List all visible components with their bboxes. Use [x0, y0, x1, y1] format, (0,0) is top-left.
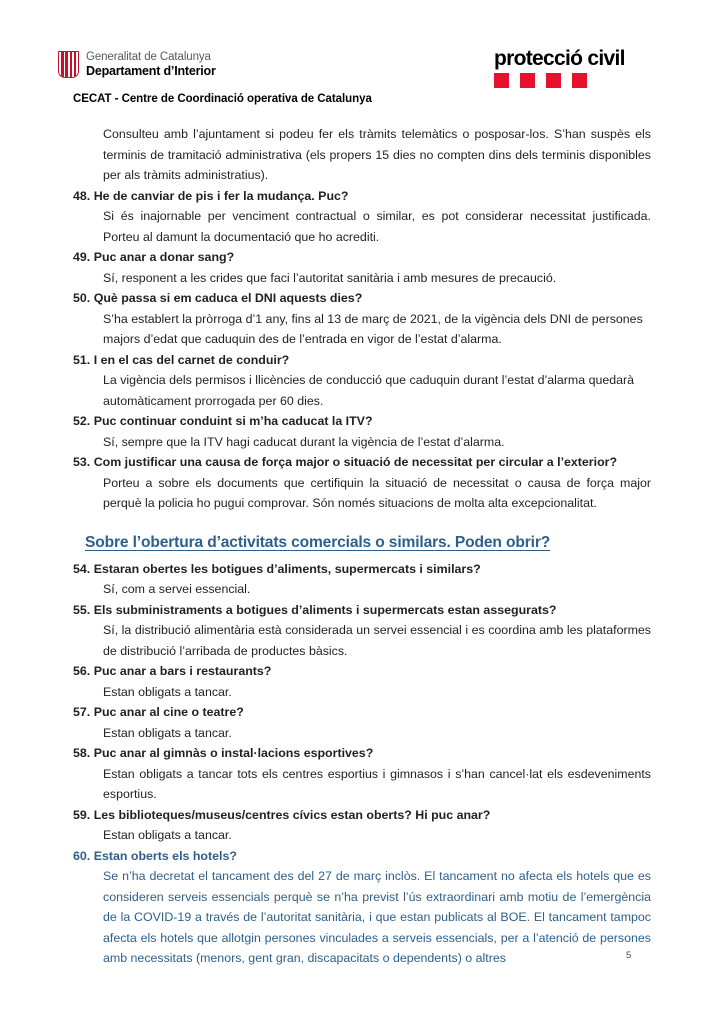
question-text: Les biblioteques/museus/centres cívics estan oberts? Hi puc anar? — [93, 807, 491, 822]
question-item — [73, 350, 651, 371]
answer-text: Sí, sempre que la ITV hagi caducat durant la vigència de l’estat d’alarma. — [103, 434, 505, 449]
question-item — [73, 743, 651, 764]
question-number: 56. — [73, 664, 91, 678]
question-text: Estan oberts els hotels? — [93, 848, 237, 863]
question-item — [73, 846, 651, 867]
question-number: 50. — [73, 291, 91, 305]
question-number: 51. — [73, 352, 91, 367]
proteccio-civil-title: protecció civil — [494, 47, 625, 70]
question-number: 53. — [73, 455, 91, 469]
question-item — [73, 600, 651, 621]
question-item — [73, 805, 651, 826]
question-number: 55. — [73, 602, 91, 617]
proteccio-civil-squares-icon — [494, 73, 625, 88]
answer-text: Estan obligats a tancar tots els centres esportius i gimnasos i s’han cancel·lat els esdeveniments esportius. — [103, 766, 651, 801]
page-number: 5 — [626, 950, 632, 961]
question-text: Puc anar al cine o teatre? — [93, 705, 244, 719]
question-text: He de canviar de pis i fer la mudança. Puc? — [93, 188, 349, 203]
generalitat-logo — [58, 51, 216, 78]
generalitat-name: Generalitat de Catalunya — [86, 51, 211, 64]
answer-text: Estan obligats a tancar. — [103, 684, 232, 699]
answer-text: Sí, com a servei essencial. — [103, 582, 251, 596]
question-number: 48. — [73, 188, 91, 203]
question-text: Estaran obertes les botigues d’aliments, supermercats i similars? — [93, 561, 481, 576]
question-text: Puc anar a donar sang? — [93, 250, 235, 264]
question-item — [73, 288, 651, 309]
continued-answer-paragraph: Consulteu amb l’ajuntament si podeu fer els tràmits telemàtics o posposar-los. S’han suspès els terminis de tramitació administrativa (els propers 15 dies no compten dins dels terminis disponibles per als tràmits administratius). — [103, 127, 651, 182]
question-text: Puc anar al gimnàs o instal·lacions esportives? — [93, 746, 374, 760]
proteccio-civil-logo — [494, 48, 625, 88]
question-text: Puc anar a bars i restaurants? — [93, 664, 272, 678]
question-text: Puc continuar conduint si m’ha caducat la ITV? — [93, 414, 373, 428]
question-item — [73, 247, 651, 268]
question-number: 60. — [73, 848, 91, 863]
answer-text: Estan obligats a tancar. — [103, 828, 232, 842]
question-text: Com justificar una causa de força major o situació de necessitat per circular a l’exterior? — [93, 455, 618, 469]
question-item — [73, 559, 651, 580]
question-text: Què passa si em caduca el DNI aquests dies? — [93, 291, 363, 305]
question-number: 54. — [73, 561, 91, 576]
answer-text: Estan obligats a tancar. — [103, 725, 232, 740]
answer-text: Sí, la distribució alimentària està considerada un servei essencial i es coordina amb les plataformes de distribució l’arribada de productes bàsics. — [103, 623, 651, 658]
question-number: 59. — [73, 807, 91, 822]
answer-text: Se n’ha decretat el tancament des del 27 de març inclòs. El tancament no afecta els hotels que es consideren serveis essencials perquè se n’ha previst l’ús extraordinari amb motiu de l’emergència de la COVID-19 a través de l’autoritat sanitària, i que estan publicats al BOE. El tancament tampoc afecta els hotels que allotgin persones vinculades a serveis essencials, per a l’atenció de persones amb necessitats (menors, gent gran, discapacitats o dependents) o altres — [103, 869, 651, 965]
document-content — [73, 124, 651, 969]
question-item — [73, 452, 651, 473]
cecat-subtitle: CECAT - Centre de Coordinació operativa de Catalunya — [73, 93, 372, 105]
answer-text: Sí, responent a les crides que faci l’autoritat sanitària i amb mesures de precaució. — [103, 270, 557, 285]
question-item — [73, 411, 651, 432]
question-number: 49. — [73, 250, 91, 264]
page-header — [0, 45, 724, 95]
question-number: 57. — [73, 705, 91, 719]
question-item — [73, 661, 651, 682]
answer-text: La vigència dels permisos i llicències de conducció que caduquin durant l’estat d’alarma quedarà automàticament prorrogada per 60 dies. — [103, 373, 635, 408]
question-number: 52. — [73, 414, 91, 428]
department-name: Departament d’Interior — [86, 63, 216, 78]
question-text: I en el cas del carnet de conduir? — [93, 352, 290, 367]
question-item — [73, 186, 651, 207]
answer-text: Si és inajornable per venciment contractual o similar, es pot considerar necessitat justificada. Porteu al damunt la documentació que ho acrediti. — [103, 209, 651, 244]
section-heading: Sobre l’obertura d’activitats comercials o similars. Poden obrir? — [85, 533, 551, 551]
catalan-shield-icon — [58, 51, 79, 78]
question-item — [73, 702, 651, 723]
answer-text: Porteu a sobre els documents que certifiquin la situació de necessitat o causa de força major perquè la policia ho pugui comprovar. Són només situacions de molta alta excepcionalitat. — [103, 475, 651, 510]
answer-text: S’ha establert la pròrroga d’1 any, fins al 13 de març de 2021, de la vigència dels DNI de persones majors d’edat que caduquin des de l’entrada en vigor de l’estat d’alarma. — [103, 311, 643, 346]
question-text: Els subministraments a botigues d’aliments i supermercats estan assegurats? — [93, 602, 557, 617]
question-number: 58. — [73, 746, 91, 760]
